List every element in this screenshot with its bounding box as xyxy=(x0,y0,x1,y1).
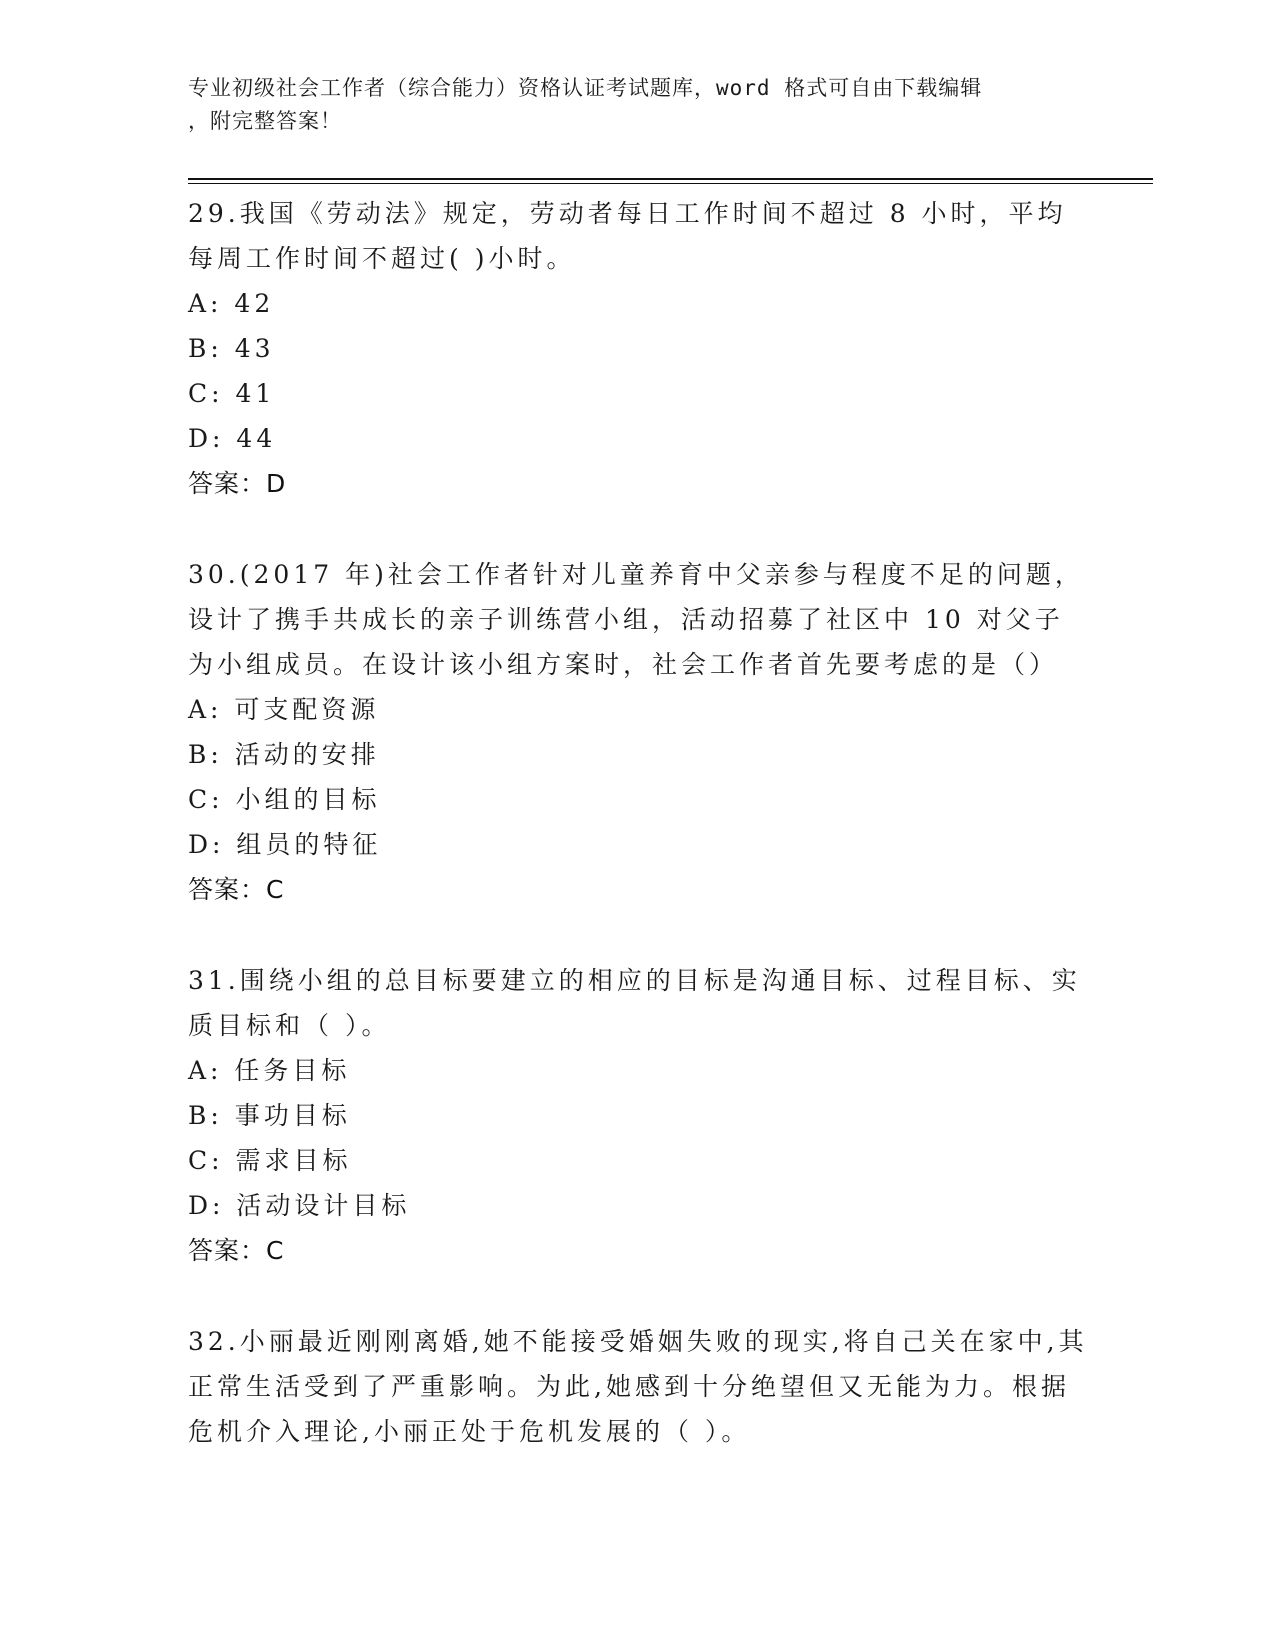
answer-label: 答案：D xyxy=(188,469,287,498)
question-list xyxy=(188,191,1088,1454)
option-b: B: 43 xyxy=(188,334,275,363)
header-rule-thick xyxy=(188,178,1153,180)
question-32 xyxy=(188,1319,1088,1454)
option-d: D: 44 xyxy=(188,424,277,453)
question-spacer xyxy=(188,912,1088,958)
option-c: C: 小组的目标 xyxy=(188,785,381,814)
question-text: 32.小丽最近刚刚离婚,她不能接受婚姻失败的现实,将自己关在家中,其正常生活受到了严重影响。为此,她感到十分绝望但又无能为力。根据危机介入理论,小丽正处于危机发展的（ ）。 xyxy=(188,1327,1088,1446)
header-rule-thin xyxy=(188,183,1153,184)
answer-label: 答案：C xyxy=(188,1236,285,1265)
question-text: 30.(2017 年)社会工作者针对儿童养育中父亲参与程度不足的问题，设计了携手共成长的亲子训练营小组，活动招募了社区中 10 对父子为小组成员。在设计该小组方案时，社会工作者首先要考虑的是（） xyxy=(188,560,1084,679)
header-line-2: ，附完整答案！ xyxy=(188,109,342,133)
option-b: B: 活动的安排 xyxy=(188,740,380,769)
option-a: A: 42 xyxy=(188,289,275,318)
question-spacer xyxy=(188,506,1088,552)
option-a: A: 任务目标 xyxy=(188,1056,351,1085)
header-line-1: 专业初级社会工作者（综合能力）资格认证考试题库，word 格式可自由下载编辑 xyxy=(188,76,983,100)
option-a: A: 可支配资源 xyxy=(188,695,380,724)
option-d: D: 组员的特征 xyxy=(188,830,382,859)
question-31 xyxy=(188,958,1088,1273)
document-header xyxy=(188,72,1068,138)
question-29 xyxy=(188,191,1088,506)
question-spacer xyxy=(188,1273,1088,1319)
answer-label: 答案：C xyxy=(188,875,285,904)
question-30 xyxy=(188,552,1088,912)
option-d: D: 活动设计目标 xyxy=(188,1191,411,1220)
option-c: C: 需求目标 xyxy=(188,1146,352,1175)
option-b: B: 事功目标 xyxy=(188,1101,351,1130)
option-c: C: 41 xyxy=(188,379,276,408)
question-text: 29.我国《劳动法》规定，劳动者每日工作时间不超过 8 小时，平均每周工作时间不超过( )小时。 xyxy=(188,199,1067,273)
question-text: 31.围绕小组的总目标要建立的相应的目标是沟通目标、过程目标、实质目标和（ ）。 xyxy=(188,966,1081,1040)
